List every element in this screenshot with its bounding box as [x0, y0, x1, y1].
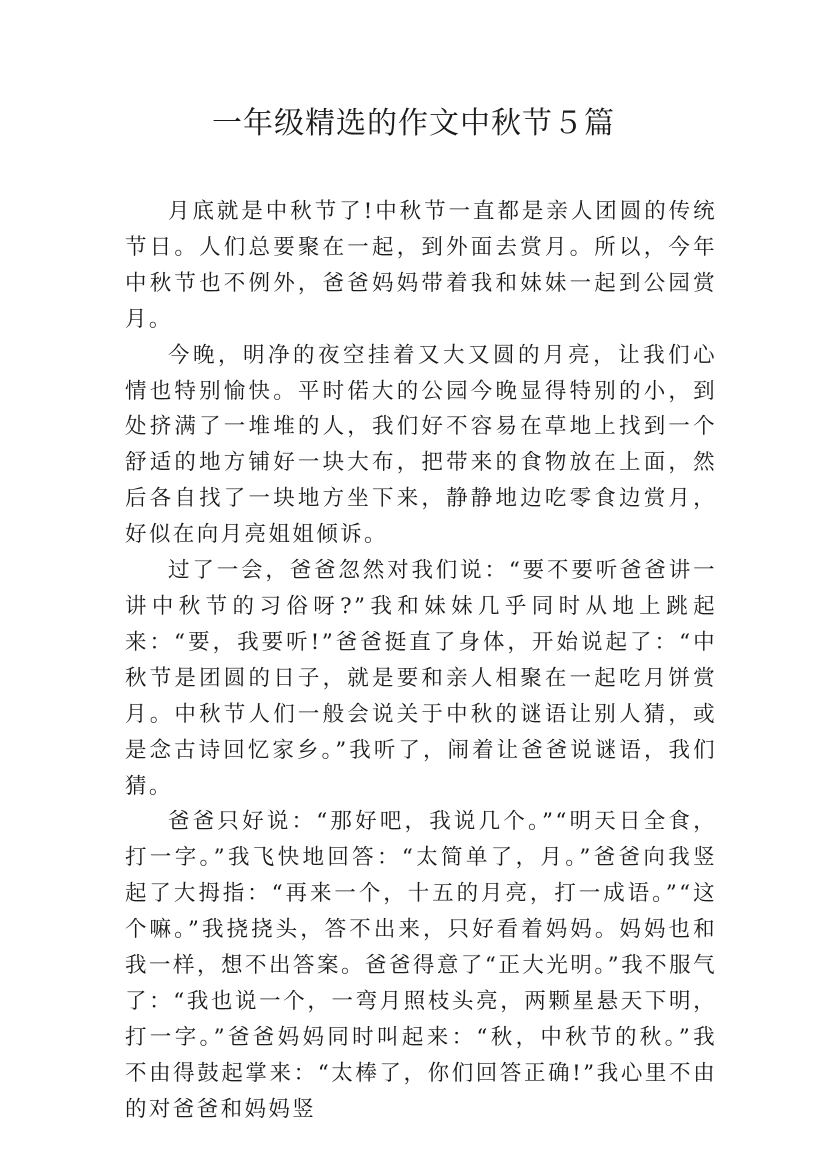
paragraph-4: 爸爸只好说：“那好吧，我说几个。”“明天日全食，打一字。”我飞快地回答：“太简单了，月。”爸爸向我竖起了大拇指：“再来一个，十五的月亮，打一成语。”“这个嘛。”我挠挠头，答不出来，只好看着妈妈。妈妈也和我一样，想不出答案。爸爸得意了“正大光明。”我不服气了：“我也说一个，一弯月照枝头亮，两颗星悬天下明，打一字。”爸爸妈妈同时叫起来：“秋，中秋节的秋。”我不由得鼓起掌来：“太棒了，你们回答正确!”我心里不由的对爸爸和妈妈竖: [125, 809, 717, 1122]
article-body: [125, 194, 717, 1128]
paragraph-1: 月底就是中秋节了!中秋节一直都是亲人团圆的传统节日。人们总要聚在一起，到外面去赏月。所以，今年中秋节也不例外，爸爸妈妈带着我和妹妹一起到公园赏月。: [125, 199, 717, 332]
paragraph-2: 今晚，明净的夜空挂着又大又圆的月亮，让我们心情也特别愉快。平时偌大的公园今晚显得特别的小，到处挤满了一堆堆的人，我们好不容易在草地上找到一个舒适的地方铺好一块大布，把带来的食物放在上面，然后各自找了一块地方坐下来，静静地边吃零食边赏月，好似在向月亮姐姐倾诉。: [125, 342, 717, 548]
page-title: 一年级精选的作文中秋节５篇: [212, 106, 615, 141]
paragraph-3: 过了一会，爸爸忽然对我们说：“要不要听爸爸讲一讲中秋节的习俗呀?”我和妹妹几乎同时从地上跳起来：“要，我要听!”爸爸挺直了身体，开始说起了：“中秋节是团圆的日子，就是要和亲人相聚在一起吃月饼赏月。中秋节人们一般会说关于中秋的谜语让别人猜，或是念古诗回忆家乡。”我听了，闹着让爸爸说谜语，我们猜。: [125, 558, 717, 799]
